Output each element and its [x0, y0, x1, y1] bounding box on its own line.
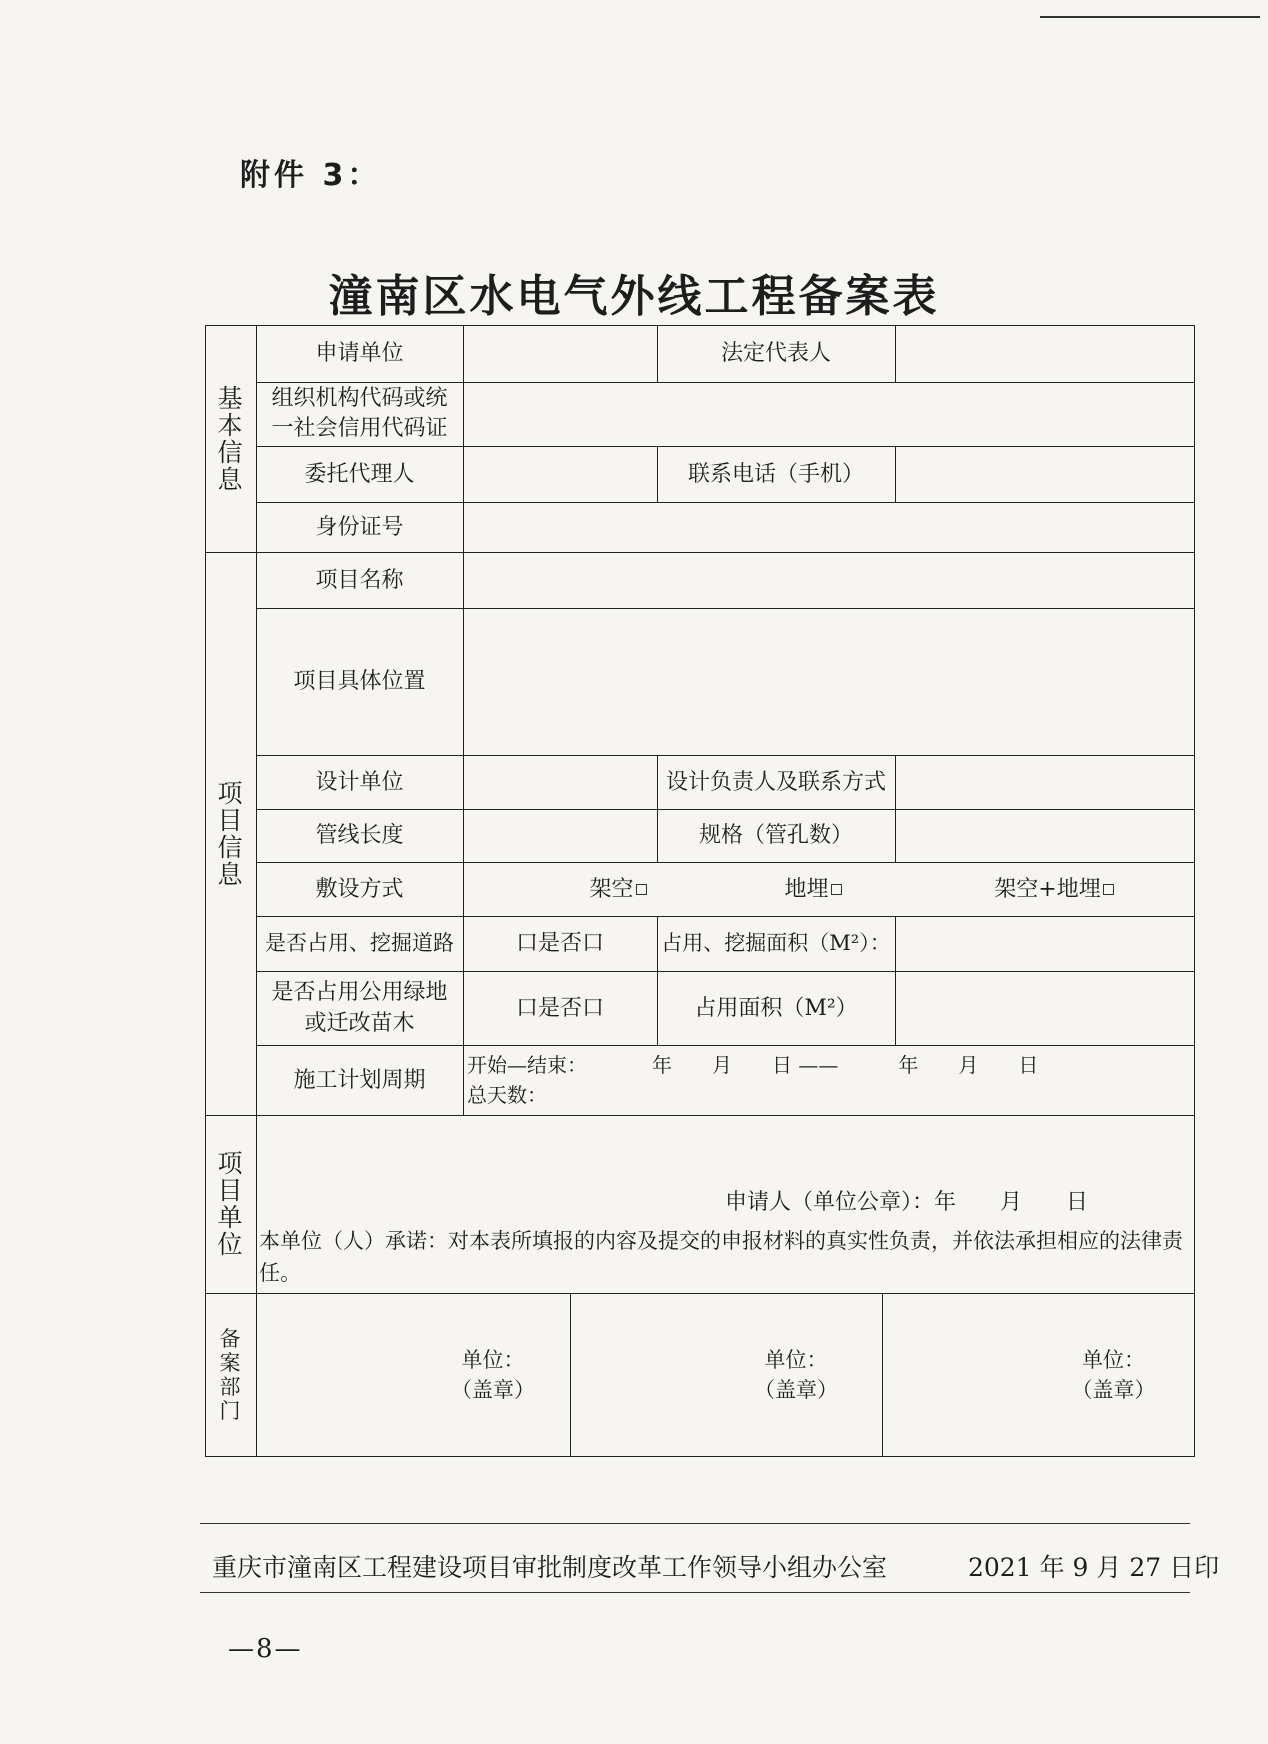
label-org-code: 组织机构代码或统 一社会信用代码证	[271, 386, 448, 441]
field-design-lead[interactable]	[895, 755, 1195, 809]
field-applicant-unit[interactable]	[463, 325, 657, 382]
label-design-lead: 设计负责人及联系方式	[665, 769, 886, 795]
form-title: 潼南区水电气外线工程备案表	[328, 271, 940, 322]
field-schedule[interactable]	[463, 1045, 1195, 1115]
label-laying-method: 敷设方式	[315, 876, 404, 902]
date-range: 年 月 日 —— 年 月 日	[652, 1053, 1039, 1077]
option-overhead-buried[interactable]: 架空+地埋	[913, 862, 1195, 916]
label-applicant-unit: 申请单位	[315, 341, 404, 366]
filing-unit-3[interactable]: 单位： （盖章）	[1071, 1348, 1156, 1402]
overhead-checkbox[interactable]	[636, 884, 647, 895]
option-overhead[interactable]: 架空	[463, 862, 713, 916]
applicant-signature: 申请人（单位公章）：年 月 日	[725, 1189, 1089, 1215]
start-end-label: 开始—结束：	[467, 1053, 587, 1077]
field-id-number[interactable]	[463, 502, 1195, 552]
filing-unit-1[interactable]: 单位： （盖章）	[451, 1348, 535, 1402]
field-road-area[interactable]	[895, 916, 1195, 971]
overhead-buried-checkbox[interactable]	[1103, 884, 1114, 895]
total-days-label: 总天数：	[467, 1083, 547, 1107]
field-pipe-length[interactable]	[463, 809, 657, 862]
label-phone: 联系电话（手机）	[687, 461, 864, 487]
label-schedule: 施工计划周期	[293, 1067, 426, 1093]
footer-bottom-rule	[200, 1592, 1190, 1593]
field-phone[interactable]	[895, 446, 1195, 502]
green-yes-no-choice[interactable]: 口是否口	[515, 995, 604, 1021]
label-green-occupy: 是否占用公用绿地 或迁改苗木	[271, 980, 448, 1036]
label-agent: 委托代理人	[304, 461, 415, 487]
section-basic-info: 基 本 信 息	[217, 383, 243, 494]
field-project-location[interactable]	[463, 608, 1195, 755]
label-id-number: 身份证号	[315, 514, 404, 540]
footer-top-rule	[200, 1523, 1190, 1524]
label-legal-rep: 法定代表人	[720, 341, 831, 366]
field-green-area[interactable]	[895, 971, 1195, 1045]
label-project-name: 项目名称	[315, 567, 404, 593]
label-road-area: 占用、挖掘面积（M²）：	[661, 931, 891, 955]
label-project-location: 项目具体位置	[293, 669, 426, 694]
field-legal-rep[interactable]	[895, 325, 1195, 382]
print-date: 2021 年 9 月 27 日印	[968, 1553, 1220, 1582]
label-spec: 规格（管孔数）	[698, 823, 853, 848]
pledge-text: 本单位（人）承诺：对本表所填报的内容及提交的申报材料的真实性负责，并依法承担相应的法律责任。	[259, 1229, 1183, 1285]
office-name: 重庆市潼南区工程建设项目审批制度改革工作领导小组办公室	[212, 1553, 888, 1582]
field-project-name[interactable]	[463, 552, 1195, 608]
section-project-info: 项 目 信 息	[217, 778, 243, 889]
field-org-code[interactable]	[463, 382, 1195, 446]
section-project-unit: 项 目 单 位	[217, 1149, 243, 1259]
label-design-unit: 设计单位	[315, 769, 404, 795]
option-buried[interactable]: 地埋	[713, 862, 913, 916]
scan-edge-line	[1040, 16, 1260, 18]
section-filing-dept: 备 案 部 门	[219, 1327, 241, 1423]
label-road-occupy: 是否占用、挖掘道路	[265, 931, 454, 955]
filing-unit-2[interactable]: 单位： （盖章）	[754, 1348, 838, 1402]
page-number: —8—	[228, 1634, 303, 1664]
label-pipe-length: 管线长度	[315, 823, 404, 848]
field-spec[interactable]	[895, 809, 1195, 862]
road-yes-no-choice[interactable]: 口是否口	[515, 931, 604, 956]
label-green-area: 占用面积（M²）	[694, 995, 858, 1021]
filing-form-table	[205, 325, 1195, 1457]
buried-checkbox[interactable]	[831, 884, 842, 895]
field-agent[interactable]	[463, 446, 657, 502]
attachment-label: 附件 3：	[240, 158, 382, 193]
field-design-unit[interactable]	[463, 755, 657, 809]
